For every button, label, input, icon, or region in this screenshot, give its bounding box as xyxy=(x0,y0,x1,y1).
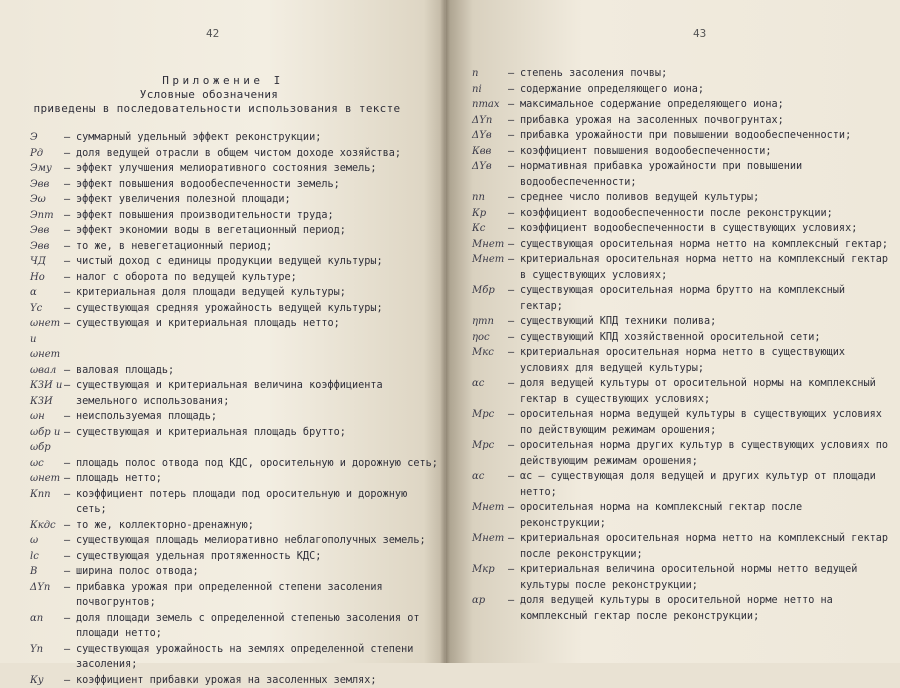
notation-symbol: Эпт xyxy=(30,208,64,224)
notation-definition: коэффициент водообеспеченности в существующих условиях; xyxy=(520,221,894,237)
notation-dash: – xyxy=(64,425,76,441)
notation-symbol: αр xyxy=(472,593,508,609)
notation-dash: – xyxy=(508,190,520,206)
notation-definition: чистый доход с единицы продукции ведущей культуры; xyxy=(76,254,440,270)
notation-definition: коэффициент прибавки урожая на засоленных землях; xyxy=(76,673,440,688)
notation-symbol: ЧД xyxy=(30,254,64,270)
notation-definition: содержание определяющего иона; xyxy=(520,82,894,98)
notation-dash: – xyxy=(508,330,520,346)
notation-definition: критериальная оросительная норма нетто на комплексный гектар в существующих условиях; xyxy=(520,252,894,283)
notation-symbol: ηтп xyxy=(472,314,508,330)
right-notation-list xyxy=(524,66,894,624)
notation-symbol: ω xyxy=(30,533,64,549)
notation-symbol: ωбр и ωбр xyxy=(30,425,64,456)
notation-definition: критериальная доля площади ведущей культуры; xyxy=(76,285,440,301)
notation-dash: – xyxy=(64,378,76,394)
notation-dash: – xyxy=(64,239,76,255)
notation-entry xyxy=(524,283,894,314)
notation-definition: налог с оборота по ведущей культуре; xyxy=(76,270,440,286)
notation-entry xyxy=(524,314,894,330)
notation-entry xyxy=(524,206,894,222)
notation-dash: – xyxy=(508,97,520,113)
notation-symbol: Эвв xyxy=(30,239,64,255)
notation-definition: существующая и критериальная площадь брутто; xyxy=(76,425,440,441)
notation-symbol: ωн xyxy=(30,409,64,425)
notation-symbol: Mкс xyxy=(472,345,508,361)
notation-entry xyxy=(524,221,894,237)
notation-dash: – xyxy=(64,177,76,193)
notation-dash: – xyxy=(64,533,76,549)
notation-definition: доля ведущей отрасли в общем чистом доходе хозяйства; xyxy=(76,146,440,162)
notation-dash: – xyxy=(508,469,520,485)
notation-symbol: αс xyxy=(472,376,508,392)
notation-definition: существующая и критериальная площадь нетто; xyxy=(76,316,440,332)
notation-dash: – xyxy=(64,223,76,239)
notation-entry xyxy=(524,593,894,624)
notation-entry xyxy=(30,425,440,456)
notation-definition: то же, коллекторно-дренажную; xyxy=(76,518,440,534)
notation-symbol: Ку xyxy=(30,673,64,688)
notation-dash: – xyxy=(64,270,76,286)
notation-entry xyxy=(30,533,440,549)
notation-entry xyxy=(30,673,440,688)
notation-dash: – xyxy=(508,144,520,160)
notation-entry xyxy=(30,239,440,255)
notation-definition: эффект улучшения мелиоративного состояния земель; xyxy=(76,161,440,177)
notation-symbol: Кпп xyxy=(30,487,64,503)
notation-dash: – xyxy=(508,345,520,361)
notation-entry xyxy=(30,161,440,177)
notation-dash: – xyxy=(508,206,520,222)
notation-entry xyxy=(30,642,440,673)
notation-definition: существующая площадь мелиоративно неблагополучных земель; xyxy=(76,533,440,549)
notation-symbol: ηос xyxy=(472,330,508,346)
notation-definition: суммарный удельный эффект реконструкции; xyxy=(76,130,440,146)
notation-entry xyxy=(30,518,440,534)
notation-dash: – xyxy=(64,254,76,270)
notation-symbol: ΔYп xyxy=(30,580,64,596)
right-page xyxy=(446,0,900,663)
notation-entry xyxy=(524,252,894,283)
notation-definition: существующий КПД техники полива; xyxy=(520,314,894,330)
notation-entry xyxy=(30,409,440,425)
notation-symbol: ωвал xyxy=(30,363,64,379)
notation-symbol: B xyxy=(30,564,64,580)
notation-symbol: ΔYп xyxy=(472,113,508,129)
notation-definition: то же, в невегетационный период; xyxy=(76,239,440,255)
notation-dash: – xyxy=(508,159,520,175)
notation-definition: существующая оросительная норма нетто на комплексный гектар; xyxy=(520,237,894,253)
notation-entry xyxy=(30,378,440,409)
notation-dash: – xyxy=(64,161,76,177)
notation-entry xyxy=(524,345,894,376)
notation-symbol: Hо xyxy=(30,270,64,286)
notation-entry xyxy=(30,146,440,162)
notation-entry xyxy=(30,192,440,208)
notation-symbol: Mнет xyxy=(472,531,508,547)
notation-entry xyxy=(524,376,894,407)
notation-symbol: Mкр xyxy=(472,562,508,578)
notation-definition: нормативная прибавка урожайности при повышении водообеспеченности; xyxy=(520,159,894,190)
notation-entry xyxy=(30,130,440,146)
notation-dash: – xyxy=(508,314,520,330)
notation-dash: – xyxy=(508,593,520,609)
notation-entry xyxy=(524,144,894,160)
left-page xyxy=(0,0,446,663)
notation-entry xyxy=(524,66,894,82)
notation-dash: – xyxy=(64,456,76,472)
notation-definition: существующая средняя урожайность ведущей культуры; xyxy=(76,301,440,317)
appendix-subheading-1: Условные обозначения xyxy=(0,88,432,101)
notation-symbol: Кр xyxy=(472,206,508,222)
notation-dash: – xyxy=(508,407,520,423)
notation-entry xyxy=(30,564,440,580)
appendix-subheading-2: приведены в последовательности использования в тексте xyxy=(0,102,440,115)
notation-entry xyxy=(524,438,894,469)
notation-dash: – xyxy=(64,673,76,688)
notation-definition: площадь нетто; xyxy=(76,471,440,487)
notation-symbol: Yс xyxy=(30,301,64,317)
notation-dash: – xyxy=(508,562,520,578)
notation-entry xyxy=(524,330,894,346)
notation-entry xyxy=(524,531,894,562)
notation-definition: степень засоления почвы; xyxy=(520,66,894,82)
notation-entry xyxy=(524,82,894,98)
notation-definition: прибавка урожайности при повышении водообеспеченности; xyxy=(520,128,894,144)
notation-entry xyxy=(30,208,440,224)
notation-definition: коэффициент водообеспеченности после реконструкции; xyxy=(520,206,894,222)
notation-dash: – xyxy=(508,252,520,268)
notation-entry xyxy=(524,128,894,144)
notation-dash: – xyxy=(64,580,76,596)
notation-symbol: Э xyxy=(30,130,64,146)
notation-dash: – xyxy=(508,500,520,516)
notation-definition: доля площади земель с определенной степенью засоления от площади нетто; xyxy=(76,611,440,642)
notation-entry xyxy=(524,159,894,190)
notation-symbol: lс xyxy=(30,549,64,565)
notation-definition: критериальная оросительная норма нетто в существующих условиях для ведущей культуры; xyxy=(520,345,894,376)
page-number-left: 42 xyxy=(206,27,219,40)
notation-dash: – xyxy=(64,130,76,146)
notation-dash: – xyxy=(64,564,76,580)
notation-definition: максимальное содержание определяющего иона; xyxy=(520,97,894,113)
notation-symbol: Квв xyxy=(472,144,508,160)
notation-dash: – xyxy=(64,549,76,565)
notation-dash: – xyxy=(64,285,76,301)
notation-dash: – xyxy=(64,363,76,379)
notation-definition: неиспользуемая площадь; xyxy=(76,409,440,425)
notation-entry xyxy=(524,407,894,438)
book-gutter xyxy=(440,0,450,663)
notation-entry xyxy=(524,97,894,113)
notation-entry xyxy=(30,471,440,487)
notation-definition: валовая площадь; xyxy=(76,363,440,379)
notation-definition: оросительная норма на комплексный гектар после реконструкции; xyxy=(520,500,894,531)
notation-dash: – xyxy=(64,146,76,162)
notation-symbol: Эω xyxy=(30,192,64,208)
notation-symbol: ΔYв xyxy=(472,159,508,175)
notation-definition: эффект увеличения полезной площади; xyxy=(76,192,440,208)
notation-definition: ширина полос отвода; xyxy=(76,564,440,580)
notation-definition: среднее число поливов ведущей культуры; xyxy=(520,190,894,206)
notation-symbol: Mнет xyxy=(472,237,508,253)
notation-dash: – xyxy=(64,192,76,208)
notation-definition: существующая урожайность на землях определенной степени засоления; xyxy=(76,642,440,673)
notation-dash: – xyxy=(508,438,520,454)
notation-entry xyxy=(30,580,440,611)
notation-definition: существующий КПД хозяйственной оросительной сети; xyxy=(520,330,894,346)
notation-entry xyxy=(30,177,440,193)
notation-symbol: Кс xyxy=(472,221,508,237)
notation-symbol: Эвв xyxy=(30,223,64,239)
notation-symbol: ΔYв xyxy=(472,128,508,144)
notation-entry xyxy=(524,237,894,253)
notation-symbol: ωнет xyxy=(30,471,64,487)
notation-dash: – xyxy=(64,471,76,487)
notation-symbol: Mрс xyxy=(472,438,508,454)
notation-definition: αс – существующая доля ведущей и других культур от площади нетто; xyxy=(520,469,894,500)
notation-dash: – xyxy=(508,531,520,547)
notation-symbol: Эму xyxy=(30,161,64,177)
left-notation-list xyxy=(30,130,440,688)
notation-entry xyxy=(524,562,894,593)
notation-definition: оросительная норма других культур в существующих условиях по действующим режимам орошения; xyxy=(520,438,894,469)
notation-symbol: nmax xyxy=(472,97,508,113)
notation-dash: – xyxy=(64,611,76,627)
notation-definition: критериальная оросительная норма нетто на комплексный гектар после реконструкции; xyxy=(520,531,894,562)
notation-entry xyxy=(30,456,440,472)
notation-symbol: Mнет xyxy=(472,500,508,516)
notation-entry xyxy=(524,190,894,206)
notation-entry xyxy=(30,611,440,642)
notation-symbol: n xyxy=(472,66,508,82)
notation-dash: – xyxy=(64,301,76,317)
notation-dash: – xyxy=(64,642,76,658)
notation-dash: – xyxy=(508,66,520,82)
notation-dash: – xyxy=(508,237,520,253)
notation-definition: коэффициент потерь площади под оросительную и дорожную сеть; xyxy=(76,487,440,518)
appendix-heading: Приложение I xyxy=(0,74,446,87)
notation-entry xyxy=(30,363,440,379)
notation-definition: существующая оросительная норма брутто на комплексный гектар; xyxy=(520,283,894,314)
notation-entry xyxy=(524,113,894,129)
notation-symbol: α xyxy=(30,285,64,301)
notation-dash: – xyxy=(64,487,76,503)
notation-definition: доля ведущей культуры от оросительной нормы на комплексный гектар в существующих условиях; xyxy=(520,376,894,407)
notation-symbol: ni xyxy=(472,82,508,98)
notation-dash: – xyxy=(64,518,76,534)
notation-symbol: Mбр xyxy=(472,283,508,299)
notation-symbol: Mрс xyxy=(472,407,508,423)
notation-entry xyxy=(30,487,440,518)
notation-definition: площадь полос отвода под КДС, оросительную и дорожную сеть; xyxy=(76,456,440,472)
notation-definition: эффект экономии воды в вегетационный период; xyxy=(76,223,440,239)
notation-entry xyxy=(30,549,440,565)
notation-symbol: ωс xyxy=(30,456,64,472)
notation-symbol: Mнет xyxy=(472,252,508,268)
notation-definition: доля ведущей культуры в оросительной норме нетто на комплексный гектар после реконструкции; xyxy=(520,593,894,624)
notation-entry xyxy=(30,254,440,270)
notation-definition: эффект повышения производительности труда; xyxy=(76,208,440,224)
notation-dash: – xyxy=(64,409,76,425)
notation-definition: оросительная норма ведущей культуры в существующих условиях по действующим режимам орошения; xyxy=(520,407,894,438)
notation-symbol: Yп xyxy=(30,642,64,658)
notation-dash: – xyxy=(508,283,520,299)
notation-definition: прибавка урожая при определенной степени засоления почвогрунтов; xyxy=(76,580,440,611)
notation-entry xyxy=(30,223,440,239)
notation-entry xyxy=(30,316,440,363)
notation-dash: – xyxy=(508,221,520,237)
notation-symbol: Ккдс xyxy=(30,518,64,534)
notation-definition: прибавка урожая на засоленных почвогрунтах; xyxy=(520,113,894,129)
notation-definition: эффект повышения водообеспеченности земель; xyxy=(76,177,440,193)
notation-entry xyxy=(524,500,894,531)
notation-entry xyxy=(30,301,440,317)
notation-dash: – xyxy=(508,128,520,144)
notation-entry xyxy=(30,285,440,301)
notation-symbol: ωнет и ωнет xyxy=(30,316,64,363)
notation-dash: – xyxy=(64,208,76,224)
notation-definition: существующая удельная протяженность КДС; xyxy=(76,549,440,565)
notation-symbol: Pд xyxy=(30,146,64,162)
notation-symbol: Эвв xyxy=(30,177,64,193)
notation-symbol: αп xyxy=(30,611,64,627)
notation-definition: коэффициент повышения водообеспеченности; xyxy=(520,144,894,160)
notation-symbol: αс xyxy=(472,469,508,485)
notation-dash: – xyxy=(508,82,520,98)
notation-symbol: nп xyxy=(472,190,508,206)
notation-dash: – xyxy=(508,376,520,392)
notation-symbol: КЗИ и КЗИ xyxy=(30,378,64,409)
notation-dash: – xyxy=(64,316,76,332)
page-number-right: 43 xyxy=(693,27,706,40)
notation-definition: критериальная величина оросительной нормы нетто ведущей культуры после реконструкции; xyxy=(520,562,894,593)
notation-definition: существующая и критериальная величина коэффициента земельного использования; xyxy=(76,378,440,409)
notation-dash: – xyxy=(508,113,520,129)
notation-entry xyxy=(524,469,894,500)
notation-entry xyxy=(30,270,440,286)
